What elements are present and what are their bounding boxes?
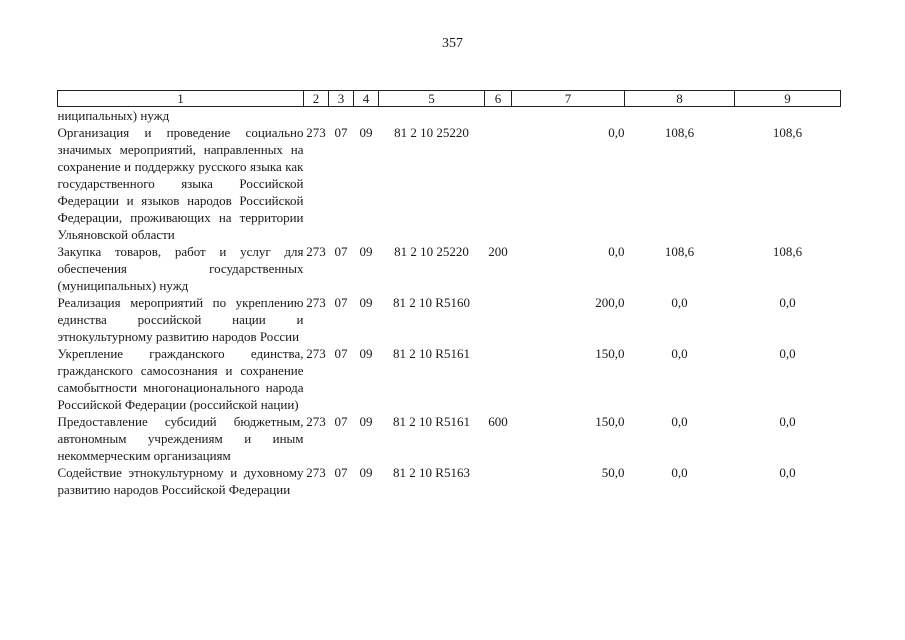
row-code-6: 200: [488, 244, 508, 259]
row-code-6: 600: [488, 414, 508, 429]
header-col-1: 1: [58, 91, 304, 107]
row-value-9: 0,0: [779, 465, 796, 480]
header-col-9: 9: [735, 91, 841, 107]
row-code-5: 81 2 10 R5161: [393, 414, 470, 429]
row-name: Укрепление гражданского единства, гражданского самосознания и сохранение самобытности многонационального народа Российской Федерации (российской нации): [57, 346, 304, 412]
header-col-7: 7: [512, 91, 625, 107]
row-code-2: 273: [306, 295, 326, 310]
row-value-7: 200,0: [595, 295, 625, 310]
header-col-4: 4: [354, 91, 379, 107]
row-code-2: 273: [306, 346, 326, 361]
row-code-5: 81 2 10 R5161: [393, 346, 470, 361]
row-value-8: 0,0: [671, 465, 688, 480]
row-code-4: 09: [359, 414, 373, 429]
row-value-8: 0,0: [671, 295, 688, 310]
row-value-9: 0,0: [779, 414, 796, 429]
row-code-4: 09: [359, 295, 373, 310]
row-value-8: 0,0: [671, 414, 688, 429]
page-number: 357: [442, 36, 463, 51]
row-code-5: 81 2 10 25220: [394, 125, 469, 140]
row-value-9: 0,0: [779, 346, 796, 361]
header-col-2: 2: [304, 91, 329, 107]
header-row: [58, 91, 841, 107]
row-value-8: 108,6: [664, 125, 695, 140]
row-name: Реализация мероприятий по укреплению единства российской нации и этнокультурному развитию народов России: [57, 295, 304, 344]
budget-table-container: [57, 90, 840, 498]
header-col-5: 5: [379, 91, 485, 107]
header-col-8: 8: [625, 91, 735, 107]
row-name: Закупка товаров, работ и услуг для обеспечения государственных (муниципальных) нужд: [57, 244, 304, 293]
table-row: [58, 464, 841, 498]
row-value-8: 108,6: [664, 244, 695, 259]
row-code-2: 273: [306, 244, 326, 259]
row-value-7: 150,0: [595, 346, 625, 361]
row-code-2: 273: [306, 125, 326, 140]
row-code-4: 09: [359, 465, 373, 480]
table-row: [58, 124, 841, 243]
row-code-6: [485, 345, 512, 413]
header-col-3: 3: [329, 91, 354, 107]
row-value-7: 50,0: [601, 465, 625, 480]
row-code-6: [485, 124, 512, 243]
table-row: [58, 345, 841, 413]
row-code-4: 09: [359, 346, 373, 361]
row-value-9: 0,0: [779, 295, 796, 310]
row-code-3: 07: [334, 465, 348, 480]
row-value-7: 150,0: [595, 414, 625, 429]
row-value-9: 108,6: [772, 244, 803, 259]
row-code-6: [485, 294, 512, 345]
row-code-5: 81 2 10 25220: [394, 244, 469, 259]
row-code-2: 273: [306, 414, 326, 429]
row-code-3: 07: [334, 346, 348, 361]
table-row: [58, 413, 841, 464]
row-value-7: 0,0: [608, 244, 625, 259]
row-code-3: 07: [334, 244, 348, 259]
header-col-6: 6: [485, 91, 512, 107]
row-code-3: 07: [334, 295, 348, 310]
continuation-row: [58, 107, 841, 125]
row-code-6: [485, 464, 512, 498]
row-code-4: 09: [359, 125, 373, 140]
table-row: [58, 294, 841, 345]
row-code-4: 09: [359, 244, 373, 259]
table-row: [58, 243, 841, 294]
row-name: Содействие этнокультурному и духовному развитию народов Российской Федерации: [57, 465, 304, 497]
row-code-3: 07: [334, 414, 348, 429]
row-code-3: 07: [334, 125, 348, 140]
row-value-7: 0,0: [608, 125, 625, 140]
row-value-9: 108,6: [772, 125, 803, 140]
continuation-text: ниципальных) нужд: [57, 108, 170, 123]
row-code-5: 81 2 10 R5160: [393, 295, 470, 310]
row-value-8: 0,0: [671, 346, 688, 361]
row-name: Организация и проведение социально значимых мероприятий, направленных на сохранение и поддержку русского языка как государственного языка Российской Федерации и языков народов Российской Федерации, проживающих на территории Ульяновской области: [57, 125, 304, 242]
row-name: Предоставление субсидий бюджетным, автономным учреждениям и иным некоммерческим организациям: [57, 414, 304, 463]
budget-table: [57, 90, 841, 498]
row-code-2: 273: [306, 465, 326, 480]
row-code-5: 81 2 10 R5163: [393, 465, 470, 480]
